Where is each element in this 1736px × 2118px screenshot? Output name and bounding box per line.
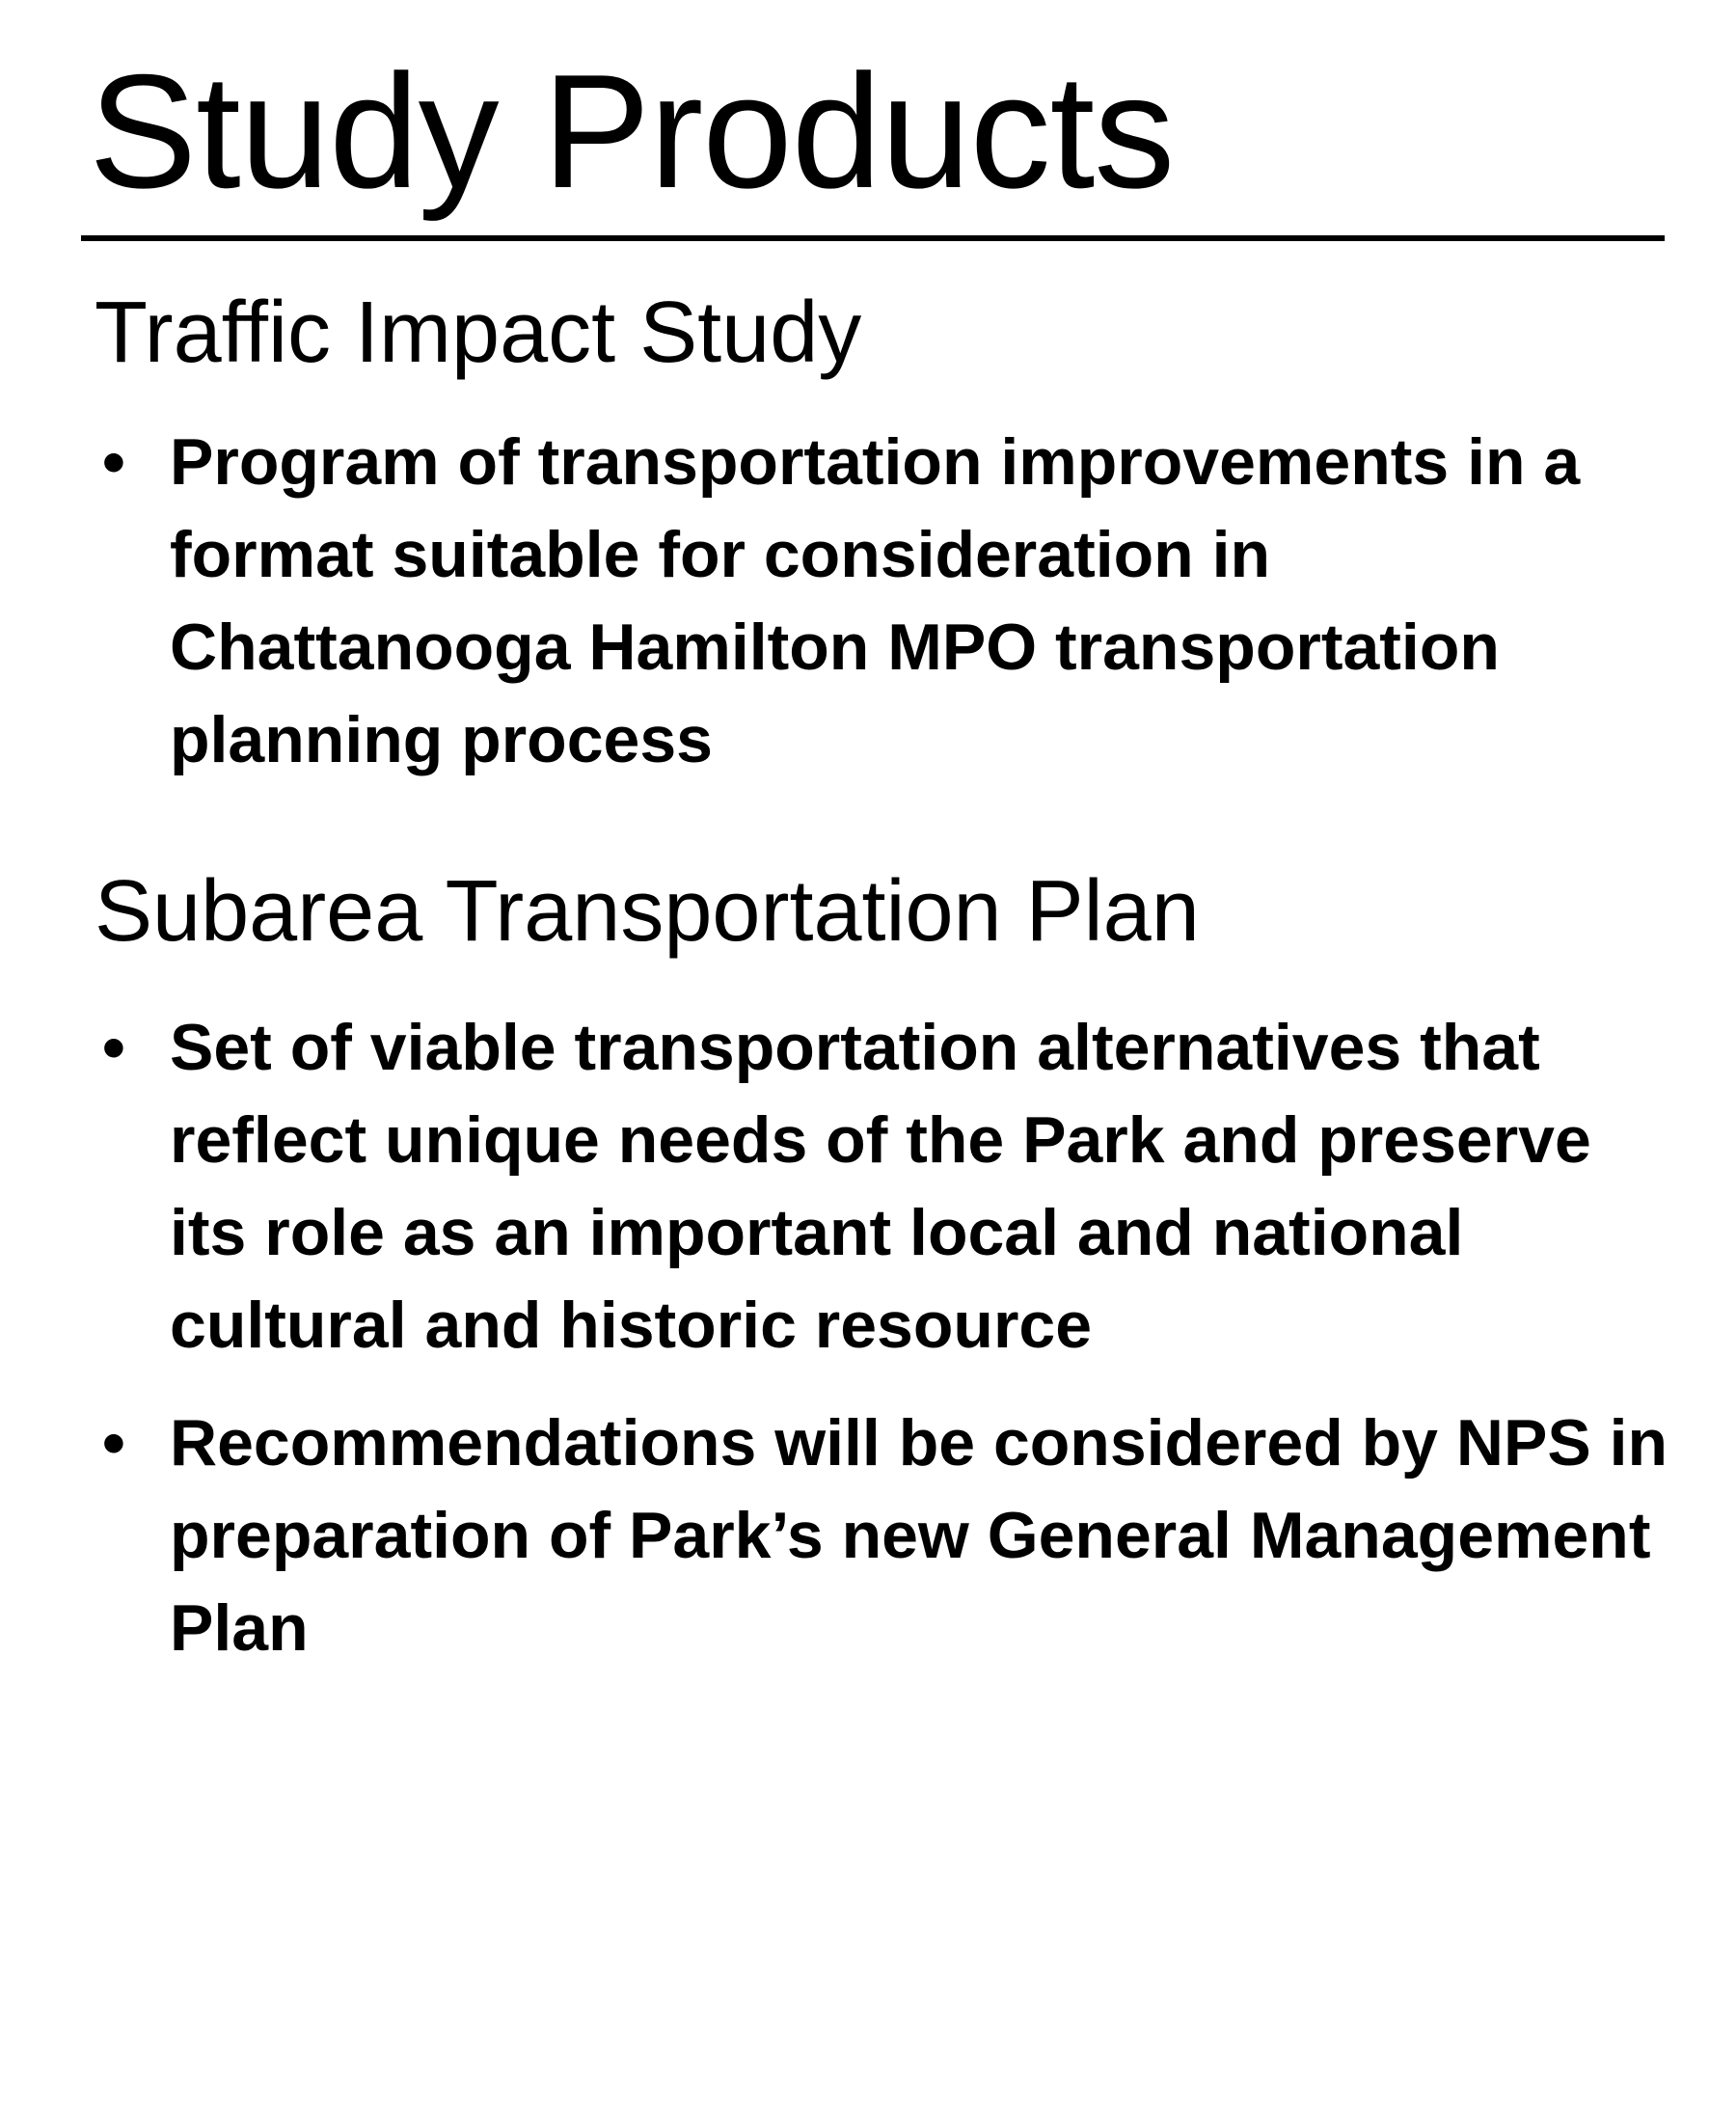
bullet-item-viable-alternatives bbox=[96, 1001, 1678, 1371]
section-heading-subarea-transportation-plan: Subarea Transportation Plan bbox=[95, 863, 1200, 960]
bullet-item-traffic-program bbox=[96, 416, 1678, 786]
title-divider bbox=[81, 235, 1665, 241]
bullet-text: Set of viable transportation alternatives that reflect unique needs of the Park and preserve its role as an important local and national cultural and historic resource bbox=[170, 1011, 1591, 1362]
bullet-item-nps-recommendations bbox=[96, 1397, 1678, 1674]
bullet-icon: • bbox=[102, 425, 125, 499]
bullet-text: Recommendations will be considered by NPS in preparation of Park’s new General Management Plan bbox=[170, 1406, 1668, 1665]
slide-title: Study Products bbox=[89, 41, 1175, 222]
section-heading-traffic-impact-study: Traffic Impact Study bbox=[95, 285, 862, 381]
bullet-text: Program of transportation improvements in a format suitable for consideration in Chattanooga Hamilton MPO transportation planning process bbox=[170, 425, 1581, 776]
bullet-icon: • bbox=[102, 1011, 125, 1084]
bullet-icon: • bbox=[102, 1406, 125, 1480]
